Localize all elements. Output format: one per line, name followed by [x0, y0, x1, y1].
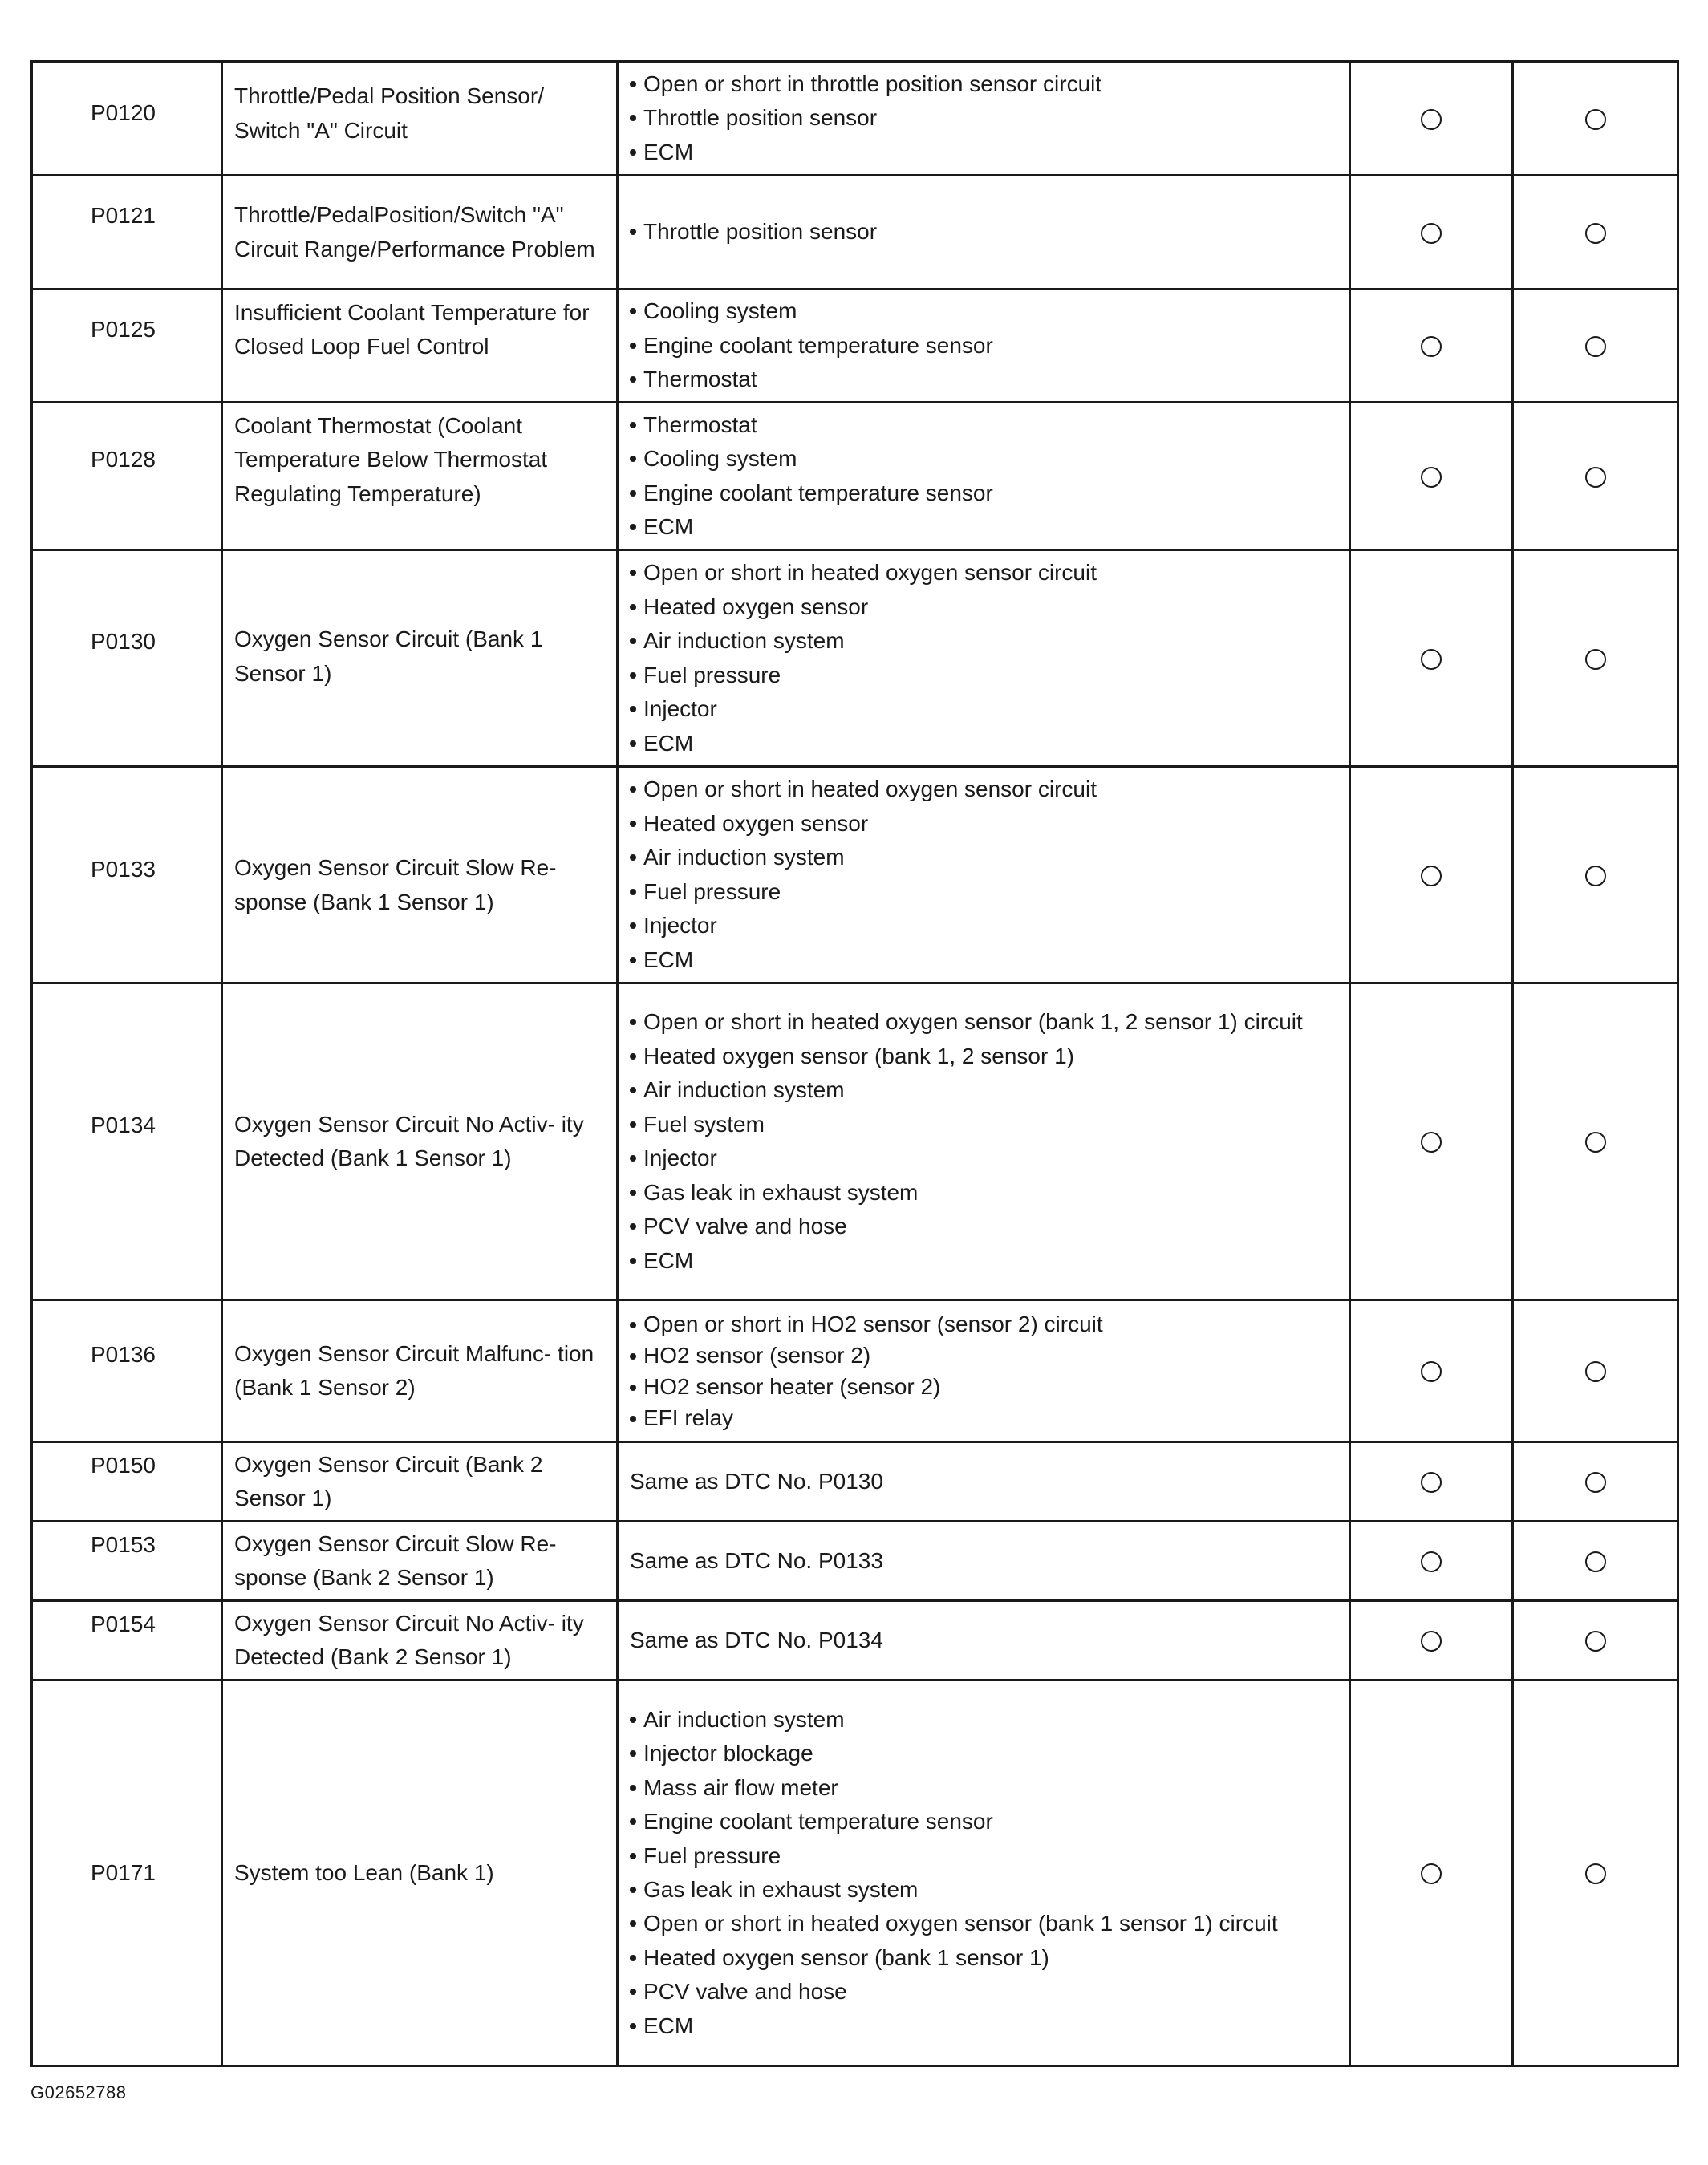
- memory-circle-icon: [1585, 1472, 1606, 1493]
- mil-circle-icon: [1421, 866, 1442, 886]
- list-item: Open or short in heated oxygen sensor circuit: [630, 556, 1341, 590]
- mil-cell: [1350, 1300, 1513, 1442]
- list-item: Air induction system: [630, 1703, 1341, 1737]
- trouble-area-list: [630, 67, 1341, 170]
- mil-cell: [1350, 1681, 1513, 2066]
- dtc-code-cell: [32, 1601, 222, 1681]
- table-row: [32, 290, 1678, 403]
- list-item: EFI relay: [630, 1402, 1341, 1433]
- list-item: Open or short in heated oxygen sensor circuit: [630, 772, 1341, 807]
- memory-cell: [1513, 290, 1678, 403]
- memory-circle-icon: [1585, 1863, 1606, 1884]
- dtc-code: P0133: [91, 857, 156, 882]
- table-row: [32, 176, 1678, 290]
- detection-item-cell: [222, 1601, 618, 1681]
- list-item: HO2 sensor heater (sensor 2): [630, 1371, 1341, 1402]
- detection-item: Insufficient Coolant Temperature for Closed Loop Fuel Control: [234, 299, 590, 359]
- memory-circle-icon: [1585, 1551, 1606, 1572]
- list-item: ECM: [630, 1244, 1341, 1279]
- memory-circle-icon: [1585, 649, 1606, 670]
- memory-circle-icon: [1585, 109, 1606, 130]
- dtc-code-cell: [32, 767, 222, 983]
- list-item: Engine coolant temperature sensor: [630, 476, 1341, 511]
- list-item: Open or short in HO2 sensor (sensor 2) circuit: [630, 1308, 1341, 1340]
- trouble-area-cell: [618, 1442, 1350, 1522]
- mil-cell: [1350, 290, 1513, 403]
- detection-item: Oxygen Sensor Circuit Slow Re- sponse (Bank 2 Sensor 1): [234, 1531, 557, 1590]
- list-item: Thermostat: [630, 363, 1341, 397]
- mil-circle-icon: [1421, 336, 1442, 357]
- memory-circle-icon: [1585, 223, 1606, 244]
- table-row: [32, 403, 1678, 550]
- table-row: [32, 1601, 1678, 1681]
- dtc-code: P0150: [91, 1452, 156, 1478]
- mil-cell: [1350, 1601, 1513, 1681]
- trouble-area-list: [630, 1005, 1341, 1278]
- list-item: Heated oxygen sensor: [630, 807, 1341, 841]
- list-item: Air induction system: [630, 624, 1341, 659]
- detection-item-cell: [222, 403, 618, 550]
- detection-item-cell: [222, 1681, 618, 2066]
- list-item: Injector: [630, 909, 1341, 943]
- list-item: Injector: [630, 692, 1341, 727]
- mil-cell: [1350, 983, 1513, 1300]
- list-item: Cooling system: [630, 442, 1341, 476]
- dtc-code-cell: [32, 983, 222, 1300]
- dtc-code: P0136: [91, 1341, 156, 1367]
- list-item: Mass air flow meter: [630, 1771, 1341, 1805]
- dtc-code-cell: [32, 1522, 222, 1601]
- trouble-area-cell: [618, 767, 1350, 983]
- list-item: Throttle position sensor: [630, 215, 1341, 249]
- trouble-area-list: [630, 294, 1341, 397]
- trouble-area-cell: [618, 176, 1350, 290]
- mil-circle-icon: [1421, 223, 1442, 244]
- list-item: Injector: [630, 1141, 1341, 1176]
- trouble-area-cell: [618, 1300, 1350, 1442]
- memory-circle-icon: [1585, 1132, 1606, 1153]
- mil-circle-icon: [1421, 1361, 1442, 1382]
- detection-item-cell: [222, 176, 618, 290]
- list-item: Air induction system: [630, 1073, 1341, 1108]
- memory-cell: [1513, 983, 1678, 1300]
- dtc-code-cell: [32, 1300, 222, 1442]
- memory-circle-icon: [1585, 1631, 1606, 1652]
- trouble-area-list: [630, 1703, 1341, 2043]
- list-item: Fuel pressure: [630, 659, 1341, 693]
- dtc-code-cell: [32, 1681, 222, 2066]
- memory-cell: [1513, 176, 1678, 290]
- trouble-area-cell: [618, 403, 1350, 550]
- trouble-area-list: [630, 1308, 1341, 1433]
- dtc-code-cell: [32, 403, 222, 550]
- detection-item: Oxygen Sensor Circuit No Activ- ity Detected (Bank 2 Sensor 1): [234, 1610, 584, 1669]
- trouble-area-cell: [618, 1601, 1350, 1681]
- trouble-area-cell: [618, 983, 1350, 1300]
- list-item: Open or short in heated oxygen sensor (bank 1, 2 sensor 1) circuit: [630, 1005, 1341, 1040]
- mil-circle-icon: [1421, 467, 1442, 488]
- detection-item-cell: [222, 290, 618, 403]
- dtc-code: P0120: [91, 100, 156, 126]
- dtc-code-cell: [32, 550, 222, 767]
- table-row: [32, 1522, 1678, 1601]
- dtc-code: P0128: [91, 447, 156, 472]
- list-item: Thermostat: [630, 408, 1341, 443]
- detection-item: System too Lean (Bank 1): [234, 1859, 494, 1885]
- detection-item: Coolant Thermostat (Coolant Temperature Below Thermostat Regulating Temperature): [234, 412, 548, 506]
- memory-circle-icon: [1585, 1361, 1606, 1382]
- detection-item-cell: [222, 1442, 618, 1522]
- mil-cell: [1350, 550, 1513, 767]
- memory-cell: [1513, 403, 1678, 550]
- dtc-table-page: [30, 60, 1677, 2067]
- detection-item-cell: [222, 1300, 618, 1442]
- dtc-code-cell: [32, 290, 222, 403]
- dtc-code: P0130: [91, 629, 156, 655]
- table-row: [32, 1442, 1678, 1522]
- memory-cell: [1513, 1522, 1678, 1601]
- mil-circle-icon: [1421, 1472, 1442, 1493]
- list-item: Open or short in throttle position sensor circuit: [630, 67, 1341, 102]
- list-item: Fuel system: [630, 1108, 1341, 1142]
- list-item: Cooling system: [630, 294, 1341, 329]
- detection-item-cell: [222, 62, 618, 176]
- mil-circle-icon: [1421, 649, 1442, 670]
- list-item: ECM: [630, 727, 1341, 761]
- memory-cell: [1513, 1601, 1678, 1681]
- list-item: PCV valve and hose: [630, 1210, 1341, 1244]
- table-row: [32, 1300, 1678, 1442]
- memory-cell: [1513, 1681, 1678, 2066]
- trouble-area-cell: [618, 62, 1350, 176]
- list-item: Fuel pressure: [630, 875, 1341, 910]
- trouble-area-text: Same as DTC No. P0133: [630, 1547, 883, 1573]
- mil-circle-icon: [1421, 109, 1442, 130]
- memory-cell: [1513, 1300, 1678, 1442]
- mil-cell: [1350, 767, 1513, 983]
- mil-cell: [1350, 62, 1513, 176]
- memory-circle-icon: [1585, 467, 1606, 488]
- table-row: [32, 767, 1678, 983]
- detection-item-cell: [222, 1522, 618, 1601]
- mil-circle-icon: [1421, 1631, 1442, 1652]
- table-row: [32, 62, 1678, 176]
- dtc-code: P0171: [91, 1859, 156, 1885]
- dtc-code: P0121: [91, 203, 156, 229]
- trouble-area-list: [630, 408, 1341, 545]
- trouble-area-list: [630, 772, 1341, 977]
- detection-item: Oxygen Sensor Circuit No Activ- ity Detected (Bank 1 Sensor 1): [234, 1111, 584, 1170]
- dtc-code-cell: [32, 1442, 222, 1522]
- figure-id: G02652788: [30, 2082, 127, 2102]
- trouble-area-cell: [618, 1522, 1350, 1601]
- mil-circle-icon: [1421, 1863, 1442, 1884]
- trouble-area-cell: [618, 550, 1350, 767]
- dtc-code: P0153: [91, 1531, 156, 1557]
- mil-circle-icon: [1421, 1551, 1442, 1572]
- list-item: Injector blockage: [630, 1737, 1341, 1770]
- list-item: Air induction system: [630, 841, 1341, 875]
- detection-item: Throttle/Pedal Position Sensor/ Switch "A" Circuit: [234, 83, 544, 143]
- detection-item: Oxygen Sensor Circuit (Bank 1 Sensor 1): [234, 626, 543, 686]
- memory-cell: [1513, 550, 1678, 767]
- memory-circle-icon: [1585, 336, 1606, 357]
- table-row: [32, 550, 1678, 767]
- list-item: ECM: [630, 2009, 1341, 2043]
- dtc-code-cell: [32, 176, 222, 290]
- list-item: Heated oxygen sensor (bank 1, 2 sensor 1): [630, 1040, 1341, 1074]
- trouble-area-text: Same as DTC No. P0134: [630, 1627, 883, 1652]
- mil-cell: [1350, 1522, 1513, 1601]
- trouble-area-cell: [618, 1681, 1350, 2066]
- dtc-code: P0154: [91, 1611, 156, 1636]
- list-item: ECM: [630, 510, 1341, 545]
- memory-cell: [1513, 1442, 1678, 1522]
- detection-item-cell: [222, 550, 618, 767]
- mil-cell: [1350, 1442, 1513, 1522]
- table-row: [32, 983, 1678, 1300]
- detection-item-cell: [222, 767, 618, 983]
- mil-cell: [1350, 176, 1513, 290]
- trouble-area-text: Same as DTC No. P0130: [630, 1468, 883, 1494]
- dtc-code-cell: [32, 62, 222, 176]
- detection-item-cell: [222, 983, 618, 1300]
- list-item: PCV valve and hose: [630, 1975, 1341, 2009]
- list-item: Throttle position sensor: [630, 101, 1341, 136]
- detection-item: Throttle/PedalPosition/Switch "A" Circuit Range/Performance Problem: [234, 202, 595, 262]
- detection-item: Oxygen Sensor Circuit Malfunc- tion (Bank 1 Sensor 2): [234, 1340, 594, 1400]
- memory-cell: [1513, 767, 1678, 983]
- memory-cell: [1513, 62, 1678, 176]
- mil-cell: [1350, 403, 1513, 550]
- list-item: ECM: [630, 136, 1341, 170]
- mil-circle-icon: [1421, 1132, 1442, 1153]
- dtc-code: P0125: [91, 316, 156, 342]
- detection-item: Oxygen Sensor Circuit Slow Re- sponse (Bank 1 Sensor 1): [234, 855, 557, 914]
- table-row: [32, 1681, 1678, 2066]
- trouble-area-list: [630, 215, 1341, 249]
- list-item: Heated oxygen sensor: [630, 590, 1341, 625]
- list-item: Gas leak in exhaust system: [630, 1873, 1341, 1907]
- dtc-code: P0134: [91, 1112, 156, 1137]
- list-item: Engine coolant temperature sensor: [630, 329, 1341, 363]
- list-item: Heated oxygen sensor (bank 1 sensor 1): [630, 1941, 1341, 1975]
- list-item: Fuel pressure: [630, 1839, 1341, 1873]
- list-item: Engine coolant temperature sensor: [630, 1805, 1341, 1839]
- trouble-area-cell: [618, 290, 1350, 403]
- list-item: ECM: [630, 943, 1341, 978]
- detection-item: Oxygen Sensor Circuit (Bank 2 Sensor 1): [234, 1451, 543, 1510]
- list-item: HO2 sensor (sensor 2): [630, 1340, 1341, 1371]
- memory-circle-icon: [1585, 866, 1606, 886]
- dtc-table: [30, 60, 1679, 2067]
- list-item: Open or short in heated oxygen sensor (bank 1 sensor 1) circuit: [630, 1907, 1341, 1940]
- list-item: Gas leak in exhaust system: [630, 1176, 1341, 1210]
- trouble-area-list: [630, 556, 1341, 760]
